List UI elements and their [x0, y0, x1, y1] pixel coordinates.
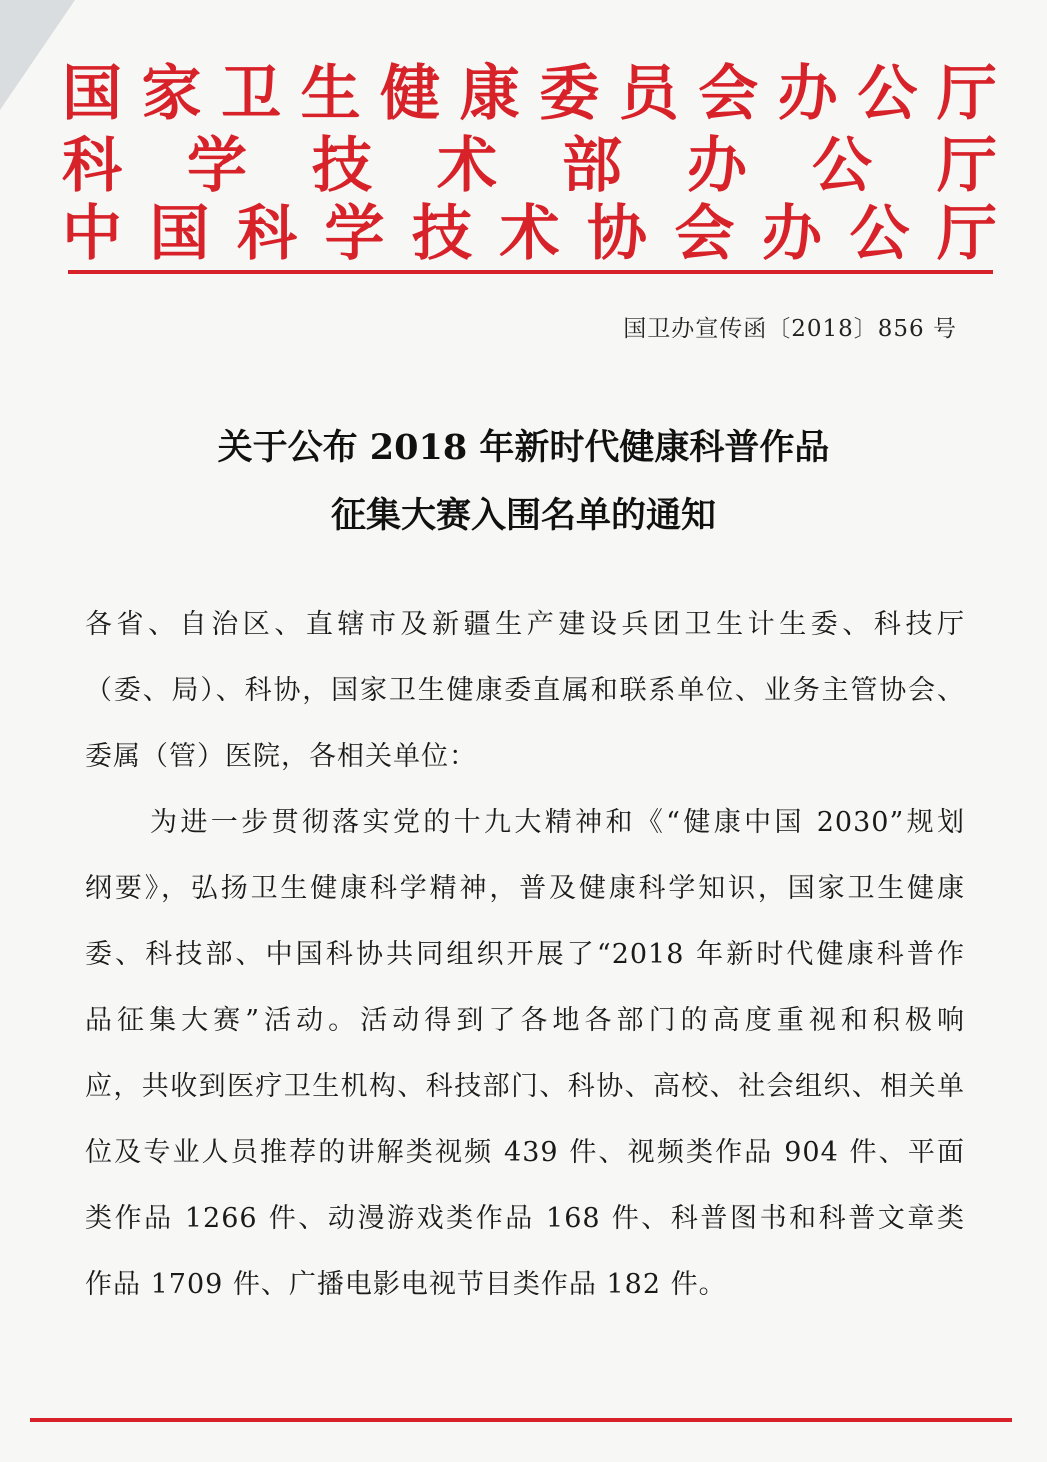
- letterhead-char: 办: [762, 199, 822, 269]
- letterhead-char: 生: [300, 59, 361, 129]
- addressee-line: （委、局）、科协，国家卫生健康委直属和联系单位、业务主管协会、: [85, 675, 965, 706]
- body-line: 纲要》，弘扬卫生健康科学精神，普及健康科学知识，国家卫生健康: [85, 873, 965, 904]
- letterhead-char: 国: [149, 199, 210, 269]
- letterhead-line-3: [62, 198, 997, 270]
- letterhead-divider: [68, 270, 993, 274]
- letterhead-char: 术: [499, 199, 560, 269]
- document-title-line-1: 关于公布 2018 年新时代健康科普作品: [217, 427, 830, 468]
- letterhead-char: 会: [674, 199, 735, 269]
- letterhead-char: 家: [141, 59, 202, 129]
- letterhead-char: 技: [312, 131, 372, 201]
- body-line: 品征集大赛”活动。活动得到了各地各部门的高度重视和积极响: [85, 1005, 965, 1036]
- letterhead-char: 科: [237, 199, 297, 269]
- document-number: 国卫办宣传函〔2018〕856 号: [623, 316, 957, 342]
- addressee-line: 各省、自治区、直辖市及新疆生产建设兵团卫生计生委、科技厅: [85, 609, 965, 640]
- letterhead-char: 厅: [937, 131, 997, 201]
- body-line: 作品 1709 件、广播电影电视节目类作品 182 件。: [85, 1269, 727, 1300]
- letterhead-char: 学: [187, 131, 247, 201]
- letterhead-char: 会: [698, 59, 759, 129]
- letterhead-char: 办: [777, 59, 838, 129]
- body-line: 应，共收到医疗卫生机构、科技部门、科协、高校、社会组织、相关单: [85, 1071, 965, 1102]
- letterhead-char: 办: [687, 131, 747, 201]
- letterhead-char: 术: [437, 131, 497, 201]
- body-line: 位及专业人员推荐的讲解类视频 439 件、视频类作品 904 件、平面: [85, 1137, 965, 1168]
- letterhead-line-2: [62, 130, 997, 202]
- letterhead-char: 技: [412, 199, 472, 269]
- letterhead-char: 协: [587, 199, 647, 269]
- addressee-line: 委属（管）医院，各相关单位：: [85, 741, 477, 772]
- letterhead-char: 学: [324, 199, 385, 269]
- letterhead-char: 中: [62, 199, 122, 269]
- letterhead-char: 厅: [936, 59, 997, 129]
- letterhead-char: 卫: [221, 59, 282, 129]
- letterhead-char: 健: [380, 59, 441, 129]
- letterhead-line-1: [62, 58, 997, 130]
- letterhead-char: 厅: [937, 199, 997, 269]
- body-line: 委、科技部、中国科协共同组织开展了“2018 年新时代健康科普作: [85, 939, 965, 970]
- letterhead-char: 公: [849, 199, 910, 269]
- footer-divider: [30, 1418, 1012, 1422]
- body-line: 为进一步贯彻落实党的十九大精神和《“健康中国 2030”规划: [150, 807, 965, 838]
- letterhead-char: 公: [812, 131, 872, 201]
- letterhead-char: 委: [539, 59, 600, 129]
- letterhead-char: 公: [857, 59, 918, 129]
- letterhead-char: 康: [459, 59, 520, 129]
- letterhead-char: 员: [618, 59, 679, 129]
- body-line: 类作品 1266 件、动漫游戏类作品 168 件、科普图书和科普文章类: [85, 1203, 965, 1234]
- letterhead-char: 国: [62, 59, 122, 129]
- letterhead-char: 部: [562, 131, 622, 201]
- letterhead-char: 科: [62, 131, 122, 201]
- document-title-line-2: 征集大赛入围名单的通知: [330, 495, 716, 536]
